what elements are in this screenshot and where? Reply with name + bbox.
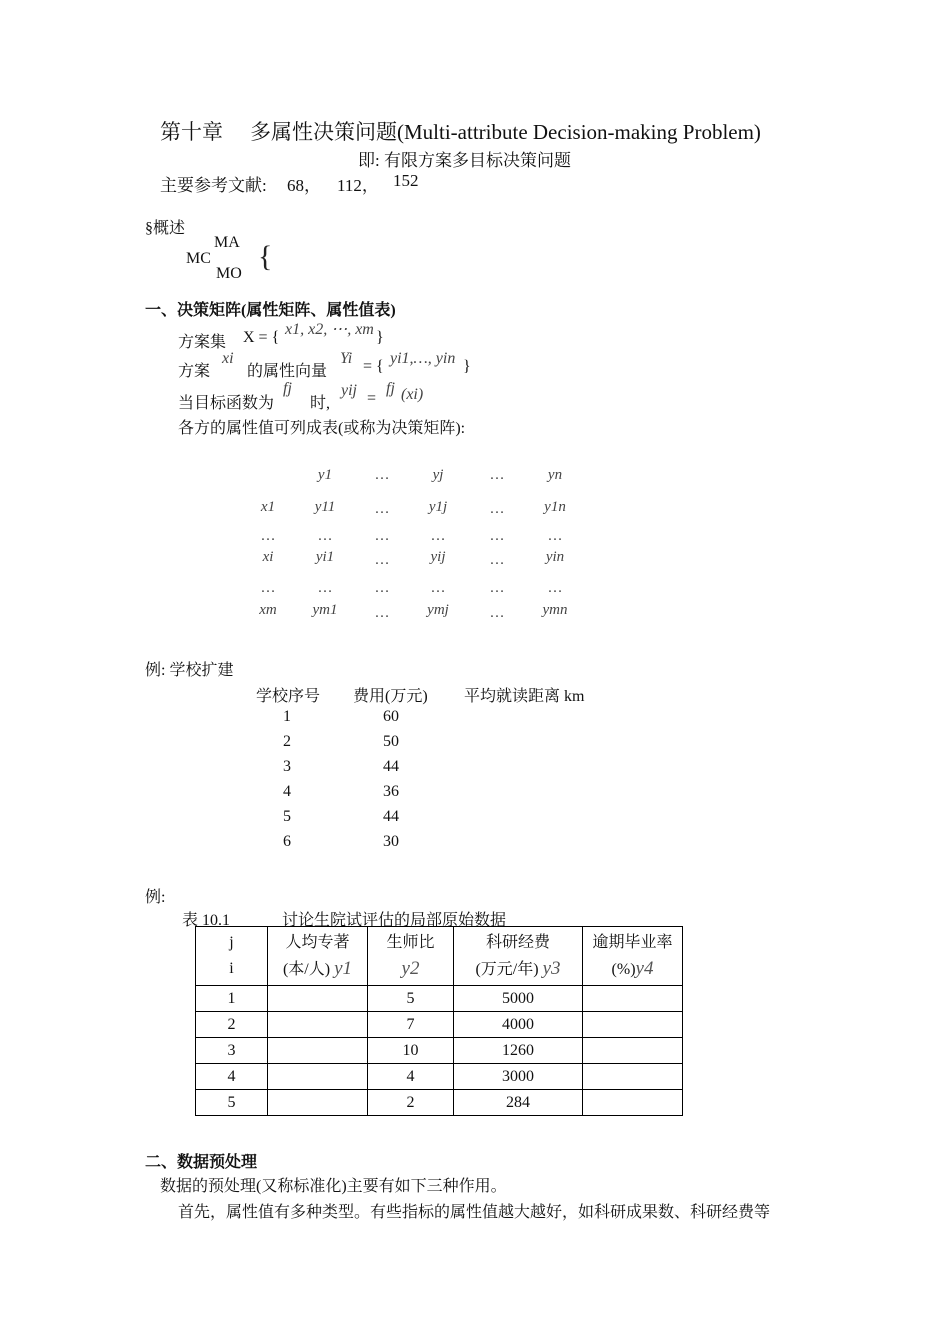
matrix-intro: 各方的属性值可列成表(或称为决策矩阵): xyxy=(178,420,466,437)
header-j: j xyxy=(229,934,234,951)
school-cost: 44 xyxy=(383,808,399,825)
matrix-cell: … xyxy=(489,501,505,517)
table-cell: 2 xyxy=(196,1012,268,1038)
matrix-col-header: … xyxy=(374,467,390,483)
school-cost: 60 xyxy=(383,708,399,725)
matrix-cell: … xyxy=(317,580,333,596)
table-caption: 讨论生院试评估的局部原始数据 xyxy=(282,912,507,929)
matrix-col-header: yn xyxy=(547,467,563,483)
table-cell xyxy=(268,986,368,1012)
header-var: y2 xyxy=(401,958,420,979)
table-cell: 4 xyxy=(196,1064,268,1090)
table-cell: 3000 xyxy=(454,1064,583,1090)
header-ji xyxy=(196,927,268,986)
table-cell xyxy=(583,1090,683,1116)
overview-heading: §概述 xyxy=(145,220,186,237)
alt-set-eq: X = { xyxy=(243,329,280,346)
matrix-col-header: yj xyxy=(432,467,444,483)
matrix-cell: … xyxy=(374,501,390,517)
school-id: 3 xyxy=(283,758,291,775)
table-cell: 2 xyxy=(368,1090,454,1116)
table-cell xyxy=(268,1038,368,1064)
school-cost: 30 xyxy=(383,833,399,850)
table-cell xyxy=(583,986,683,1012)
reference-item: 152 xyxy=(393,171,419,190)
matrix-row-label: … xyxy=(260,528,276,544)
matrix-cell: … xyxy=(430,528,446,544)
objective-f: fj xyxy=(283,380,292,397)
attr-vector-var2: Yi xyxy=(340,350,353,367)
chapter-label: 第十章 xyxy=(160,120,223,144)
table-cell: 5000 xyxy=(454,986,583,1012)
matrix-cell: yi1 xyxy=(315,549,335,565)
brace-icon: { xyxy=(258,240,273,273)
table-header-row xyxy=(196,927,683,986)
school-id: 1 xyxy=(283,708,291,725)
matrix-cell: … xyxy=(489,605,505,621)
objective-text: 当目标函数为 xyxy=(178,395,275,412)
school-cost: 44 xyxy=(383,758,399,775)
header-monographs xyxy=(268,927,368,986)
matrix-cell: … xyxy=(374,605,390,621)
school-cost: 36 xyxy=(383,783,399,800)
table-cell xyxy=(583,1012,683,1038)
attr-vector-text: 的属性向量 xyxy=(247,363,328,380)
matrix-col-header: y1 xyxy=(317,467,333,483)
school-id: 2 xyxy=(283,733,291,750)
matrix-cell: yin xyxy=(545,549,565,565)
example2-label: 例: xyxy=(145,889,166,906)
table-caption-number: 表 10.1 xyxy=(182,912,231,929)
section2-paragraph: 数据的预处理(又称标准化)主要有如下三种作用。 xyxy=(160,1178,507,1195)
school-cost: 50 xyxy=(383,733,399,750)
section2-paragraph: 首先，属性值有多种类型。有些指标的属性值越大越好，如科研成果数、科研经费等 xyxy=(178,1204,771,1221)
header-label: 科研经费 xyxy=(485,933,550,951)
matrix-cell: y11 xyxy=(314,499,336,515)
school-header: 学校序号 xyxy=(256,688,321,705)
matrix-cell: … xyxy=(547,580,563,596)
attr-vector-eq: = { xyxy=(363,358,384,375)
table-row xyxy=(196,1012,683,1038)
table-cell: 1 xyxy=(196,986,268,1012)
table-cell: 3 xyxy=(196,1038,268,1064)
objective-when: 时, xyxy=(310,395,331,412)
reference-item: 68， xyxy=(287,176,321,195)
header-unit: (万元/年) xyxy=(475,960,539,978)
alt-set-elements: x1, x2, ⋯, xm xyxy=(285,321,374,338)
table-cell: 5 xyxy=(368,986,454,1012)
attr-vector-close: } xyxy=(463,358,471,375)
matrix-cell: yij xyxy=(430,549,446,565)
matrix-cell: … xyxy=(430,580,446,596)
school-id: 6 xyxy=(283,833,291,850)
header-funding xyxy=(454,927,583,986)
objective-y: yij xyxy=(341,382,357,399)
attr-vector-var: xi xyxy=(222,350,234,367)
matrix-cell: ymj xyxy=(427,602,449,618)
objective-f2: fj xyxy=(386,380,395,397)
matrix-cell: ym1 xyxy=(312,602,338,618)
objective-paren: (xi) xyxy=(401,386,424,403)
matrix-row-label: xm xyxy=(259,602,277,618)
table-row xyxy=(196,1064,683,1090)
header-label: 逾期毕业率 xyxy=(592,933,673,951)
header-var: y1 xyxy=(334,957,353,979)
reference-item: 112， xyxy=(337,176,379,195)
table-cell xyxy=(268,1090,368,1116)
attr-vector-label: 方案 xyxy=(178,363,211,380)
header-unit: (本/人) xyxy=(282,960,331,978)
attr-vector-elements: yi1,…, yin xyxy=(390,350,456,367)
graduate-data-table xyxy=(195,926,683,1116)
table-cell: 7 xyxy=(368,1012,454,1038)
matrix-cell: … xyxy=(489,552,505,568)
matrix-cell: … xyxy=(374,580,390,596)
header-i: i xyxy=(229,960,234,977)
table-cell: 10 xyxy=(368,1038,454,1064)
school-header: 费用(万元) xyxy=(353,688,428,705)
matrix-row-label: x1 xyxy=(260,499,276,515)
matrix-cell: y1j xyxy=(428,499,448,515)
matrix-cell: … xyxy=(374,552,390,568)
school-header: 平均就读距离 km xyxy=(464,688,585,705)
matrix-row-label: … xyxy=(260,580,276,596)
table-cell: 284 xyxy=(454,1090,583,1116)
header-var: y3 xyxy=(542,957,561,979)
overview-ma: MA xyxy=(214,234,240,251)
matrix-cell: … xyxy=(489,580,505,596)
section1-heading: 一、决策矩阵(属性矩阵、属性值表) xyxy=(145,302,396,319)
matrix-cell: … xyxy=(489,528,505,544)
overview-mc: MC xyxy=(186,250,211,267)
table-cell: 4 xyxy=(368,1064,454,1090)
references-label: 主要参考文献: xyxy=(160,176,267,195)
table-cell xyxy=(268,1064,368,1090)
table-row xyxy=(196,1090,683,1116)
header-var: y4 xyxy=(635,957,654,979)
header-label: 人均专著 xyxy=(285,933,350,951)
table-cell: 5 xyxy=(196,1090,268,1116)
page-subtitle: 即: 有限方案多目标决策问题 xyxy=(358,151,571,170)
matrix-cell: y1n xyxy=(544,499,566,515)
alt-set-close: } xyxy=(376,329,384,346)
header-unit: (%) xyxy=(611,960,636,978)
table-cell: 1260 xyxy=(454,1038,583,1064)
matrix-cell: … xyxy=(547,528,563,544)
table-row xyxy=(196,1038,683,1064)
header-overdue xyxy=(583,927,683,986)
overview-mo: MO xyxy=(216,265,242,282)
objective-eq: = xyxy=(367,390,377,407)
table-row xyxy=(196,986,683,1012)
table-cell: 4000 xyxy=(454,1012,583,1038)
header-ratio xyxy=(368,927,454,986)
matrix-cell: … xyxy=(374,528,390,544)
matrix-col-header: … xyxy=(489,467,505,483)
page-title: 多属性决策问题(Multi-attribute Decision-making Problem) xyxy=(250,120,761,144)
matrix-cell: ymn xyxy=(542,602,568,618)
header-label: 生师比 xyxy=(386,934,435,951)
school-id: 5 xyxy=(283,808,291,825)
section2-heading: 二、数据预处理 xyxy=(145,1154,258,1171)
table-cell xyxy=(268,1012,368,1038)
school-id: 4 xyxy=(283,783,291,800)
alt-set-label: 方案集 xyxy=(178,334,227,351)
matrix-cell: … xyxy=(317,528,333,544)
table-cell xyxy=(583,1038,683,1064)
table-cell xyxy=(583,1064,683,1090)
matrix-row-label: xi xyxy=(262,549,274,565)
example1-label: 例: 学校扩建 xyxy=(145,662,234,679)
